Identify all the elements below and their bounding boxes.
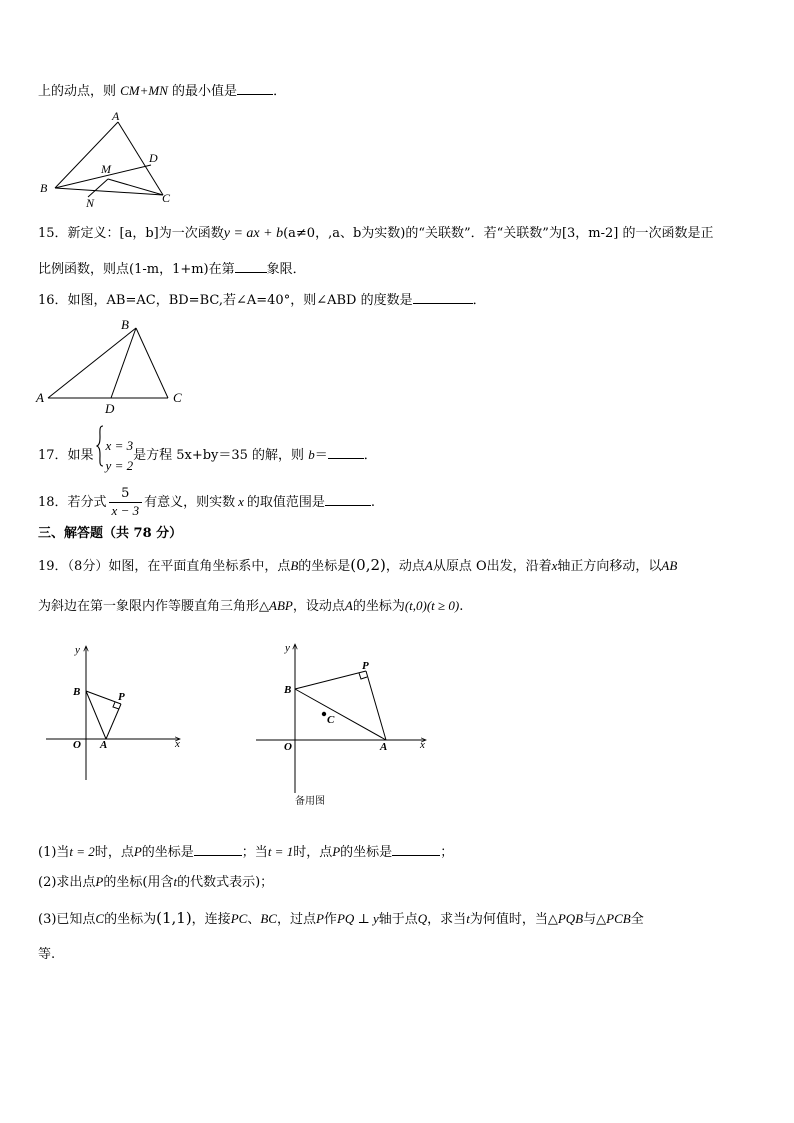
q14-label-A: A [112, 109, 120, 123]
q18-fraction: $\frac{5}{x - 3}$ [109, 486, 143, 519]
point-C-dot [322, 712, 326, 716]
q14-label-C: C [162, 191, 171, 205]
q16-label-D: D [105, 401, 115, 415]
q19-part-3-cont: 等. [38, 947, 56, 962]
q19-line-1: 19．（8分）如图，在平面直角坐标系中，点B的坐标是(0,2)，动点A从原点 O出发，沿着x轴正方向移动，以AB [38, 556, 678, 574]
q19-fig2-label-C: C [327, 714, 335, 726]
q19-fig2-label-B: B [284, 684, 292, 696]
q19-line-2: 为斜边在第一象限内作等腰直角三角形△ABP，设动点A的坐标为(t,0)(t ≥ 0). [38, 598, 464, 614]
q19-fig2-label-y: y [285, 642, 290, 654]
q19-part-1: (1)当t = 2时，点P的坐标是 ；当t = 1时，点P的坐标是 ； [38, 844, 454, 860]
q19-fig2-label-x: x [420, 739, 425, 751]
q19-figure-2 [250, 638, 435, 813]
q14-label-B: B [40, 181, 48, 195]
q17-line: 17．如果 x = 3 y = 2 是方程 5x+by＝35 的解，则 b＝ ． [38, 425, 377, 486]
q14-label-D: D [149, 151, 158, 165]
q16-label-A: A [36, 390, 44, 405]
q19-fig2-label-P: P [362, 660, 369, 672]
q15-line-2: 比例函数，则点(1-m，1+m)在第 象限． [38, 262, 306, 277]
q19-part1-blank-2[interactable] [392, 843, 440, 856]
q19-fig2-caption: 备用图 [295, 796, 325, 807]
q16-answer-blank[interactable] [413, 291, 473, 304]
q17-equation-system: x = 3 y = 2 [105, 437, 134, 473]
q18-line: 18．若分式 $\frac{5}{x - 3}$ 有意义，则实数 x 的取值范围是 . [38, 486, 376, 518]
q19-fig1-label-x: x [175, 738, 180, 750]
q19-part-3: (3)已知点C的坐标为(1,1)，连接PC、BC，过点P作PQ ⊥ y轴于点Q，求当t为何值时，当△PQB与△PCB全 [38, 909, 644, 927]
q14-line: 上的动点，则 CM+MN 的最小值是 ． [38, 83, 287, 99]
section-3-title: 三、解答题（共 78 分） [38, 526, 183, 541]
q14-triangle-figure [30, 108, 180, 208]
q19-part1-blank-1[interactable] [194, 843, 242, 856]
q16-triangle-figure [30, 313, 190, 415]
q14-label-N: N [86, 196, 95, 208]
q16-label-B: B [121, 317, 129, 332]
q19-fig1-label-B: B [73, 686, 81, 698]
q14-answer-blank[interactable] [237, 82, 273, 95]
q19-fig1-label-P: P [118, 691, 125, 703]
q16-line: 16．如图，AB=AC，BD=BC,若∠A=40°，则∠ABD 的度数是 ． [38, 293, 486, 308]
q19-fig1-label-O: O [73, 739, 81, 751]
q17-answer-blank[interactable] [328, 446, 364, 459]
q16-label-C: C [173, 390, 182, 405]
q14-label-M: M [101, 162, 111, 176]
q19-part-2: (2)求出点P的坐标(用含t的代数式表示)； [38, 874, 274, 890]
brace-icon [96, 425, 104, 486]
q19-fig2-label-A: A [380, 741, 388, 753]
q19-fig2-label-O: O [284, 741, 292, 753]
q19-figure-1 [40, 640, 190, 785]
q15-line-1: 15．新定义：[a，b]为一次函数y = ax + b(a≠0，,a、b为实数)的“关联数”．若“关联数”为[3，m-2] 的一次函数是正 [38, 226, 714, 241]
q19-fig1-label-A: A [100, 739, 108, 751]
q18-answer-blank[interactable] [325, 493, 371, 506]
q15-answer-blank[interactable] [235, 260, 267, 273]
q19-fig1-label-y: y [75, 644, 80, 656]
